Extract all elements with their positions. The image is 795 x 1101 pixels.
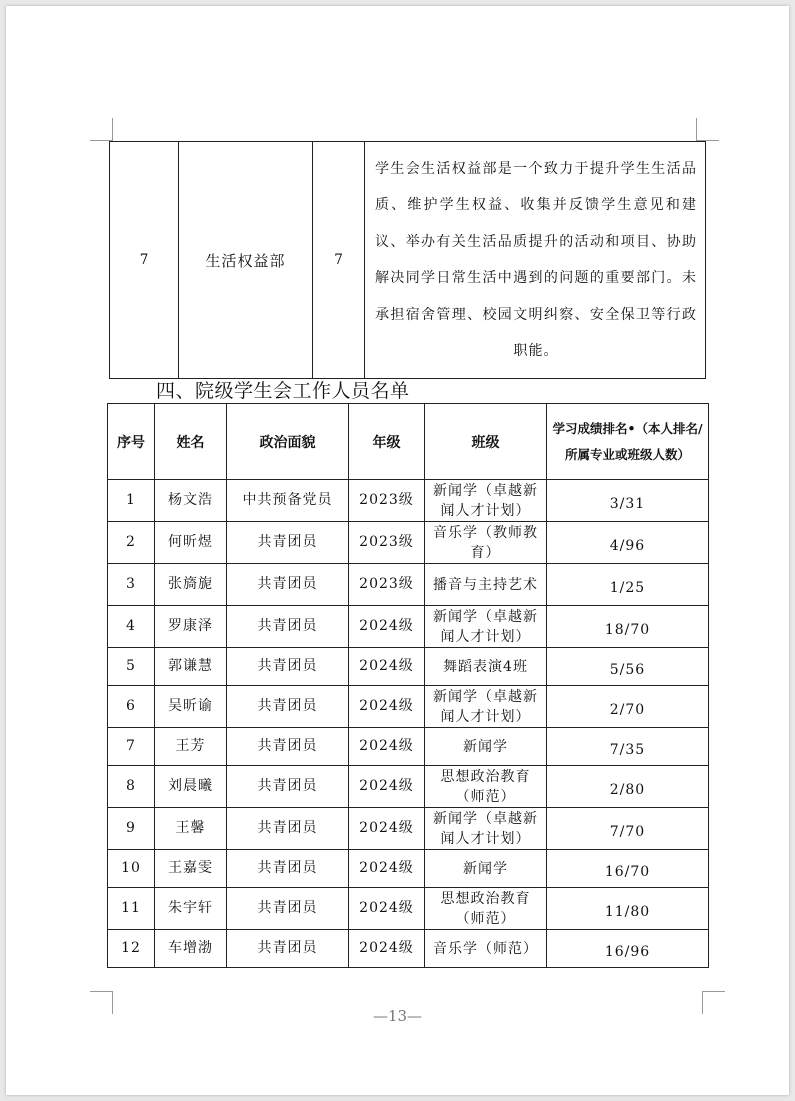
- cell-class: 新闻学（卓越新闻人才计划）: [425, 686, 547, 728]
- cell-political: 共青团员: [227, 564, 349, 606]
- cell-rank: 1/25: [547, 564, 709, 606]
- header-grade: 年级: [349, 404, 425, 480]
- header-class: 班级: [425, 404, 547, 480]
- cell-rank: 7/70: [547, 808, 709, 850]
- department-table: [109, 141, 706, 379]
- cell-rank: 2/70: [547, 686, 709, 728]
- cell-rank: 18/70: [547, 606, 709, 648]
- cell-index: 7: [108, 728, 155, 766]
- section-title: 四、院级学生会工作人员名单: [156, 380, 410, 402]
- table-row: [108, 606, 709, 648]
- staff-table: [107, 403, 709, 968]
- cell-class: 新闻学（卓越新闻人才计划）: [425, 808, 547, 850]
- table-row: [108, 808, 709, 850]
- cell-name: 吴昕谕: [155, 686, 227, 728]
- cell-index: 3: [108, 564, 155, 606]
- cell-index: 11: [108, 888, 155, 930]
- cell-index: 8: [108, 766, 155, 808]
- cell-grade: 2024级: [349, 850, 425, 888]
- cell-class: 音乐学（师范）: [425, 930, 547, 968]
- department-count: 7: [313, 142, 365, 379]
- page-number: —13—: [372, 1007, 423, 1025]
- cell-name: 杨文浩: [155, 480, 227, 522]
- header-rank: 学习成绩排名•（本人排名/所属专业或班级人数）: [547, 404, 709, 480]
- cell-name: 王芳: [155, 728, 227, 766]
- cell-political: 共青团员: [227, 808, 349, 850]
- cell-rank: 2/80: [547, 766, 709, 808]
- cell-class: 新闻学（卓越新闻人才计划）: [425, 606, 547, 648]
- table-row: [108, 648, 709, 686]
- cell-index: 12: [108, 930, 155, 968]
- cell-name: 刘晨曦: [155, 766, 227, 808]
- cell-index: 5: [108, 648, 155, 686]
- cell-class: 舞蹈表演4班: [425, 648, 547, 686]
- department-description: 学生会生活权益部是一个致力于提升学生生活品质、维护学生权益、收集并反馈学生意见和建议、举办有关生活品质提升的活动和项目、协助解决同学日常生活中遇到的问题的重要部门。未承担宿舍管理、校园文明纠察、安全保卫等行政职能。: [365, 142, 706, 379]
- cell-index: 4: [108, 606, 155, 648]
- staff-table-body: [108, 480, 709, 968]
- header-index: 序号: [108, 404, 155, 480]
- cell-grade: 2023级: [349, 522, 425, 564]
- cell-index: 6: [108, 686, 155, 728]
- cell-name: 朱宇轩: [155, 888, 227, 930]
- department-row: [110, 142, 706, 379]
- cell-grade: 2023级: [349, 480, 425, 522]
- cell-name: 王嘉雯: [155, 850, 227, 888]
- cell-political: 共青团员: [227, 728, 349, 766]
- cell-name: 何昕煜: [155, 522, 227, 564]
- cell-grade: 2024级: [349, 808, 425, 850]
- cell-class: 新闻学: [425, 728, 547, 766]
- cell-political: 共青团员: [227, 686, 349, 728]
- cell-grade: 2024级: [349, 888, 425, 930]
- header-political: 政治面貌: [227, 404, 349, 480]
- cell-political: 共青团员: [227, 888, 349, 930]
- cell-grade: 2024级: [349, 728, 425, 766]
- cell-class: 新闻学: [425, 850, 547, 888]
- cell-grade: 2023级: [349, 564, 425, 606]
- cell-class: 新闻学（卓越新闻人才计划）: [425, 480, 547, 522]
- department-name: 生活权益部: [179, 142, 313, 379]
- cell-political: 中共预备党员: [227, 480, 349, 522]
- cell-rank: 5/56: [547, 648, 709, 686]
- crop-mark-top-right: [696, 118, 719, 141]
- table-row: [108, 564, 709, 606]
- cell-rank: 7/35: [547, 728, 709, 766]
- cell-rank: 3/31: [547, 480, 709, 522]
- cell-political: 共青团员: [227, 606, 349, 648]
- cell-rank: 16/70: [547, 850, 709, 888]
- cell-rank: 11/80: [547, 888, 709, 930]
- cell-political: 共青团员: [227, 930, 349, 968]
- cell-index: 9: [108, 808, 155, 850]
- header-name: 姓名: [155, 404, 227, 480]
- cell-class: 音乐学（教师教育）: [425, 522, 547, 564]
- table-row: [108, 686, 709, 728]
- cell-name: 车增渤: [155, 930, 227, 968]
- cell-rank: 4/96: [547, 522, 709, 564]
- document-page: [6, 6, 789, 1095]
- cell-grade: 2024级: [349, 930, 425, 968]
- cell-political: 共青团员: [227, 522, 349, 564]
- cell-index: 1: [108, 480, 155, 522]
- cell-name: 王馨: [155, 808, 227, 850]
- cell-name: 罗康泽: [155, 606, 227, 648]
- cell-grade: 2024级: [349, 606, 425, 648]
- cell-name: 张旖旎: [155, 564, 227, 606]
- cell-name: 郭谦慧: [155, 648, 227, 686]
- cell-grade: 2024级: [349, 686, 425, 728]
- table-row: [108, 522, 709, 564]
- cell-class: 思想政治教育（师范）: [425, 888, 547, 930]
- cell-grade: 2024级: [349, 766, 425, 808]
- cell-political: 共青团员: [227, 850, 349, 888]
- cell-class: 思想政治教育（师范）: [425, 766, 547, 808]
- table-row: [108, 850, 709, 888]
- cell-class: 播音与主持艺术: [425, 564, 547, 606]
- cell-rank: 16/96: [547, 930, 709, 968]
- table-row: [108, 930, 709, 968]
- cell-index: 2: [108, 522, 155, 564]
- cell-political: 共青团员: [227, 766, 349, 808]
- cell-political: 共青团员: [227, 648, 349, 686]
- table-row: [108, 766, 709, 808]
- table-row: [108, 728, 709, 766]
- department-index: 7: [110, 142, 179, 379]
- table-row: [108, 480, 709, 522]
- crop-mark-top-left: [90, 118, 113, 141]
- staff-table-header: [108, 404, 709, 480]
- table-row: [108, 888, 709, 930]
- cell-grade: 2024级: [349, 648, 425, 686]
- cell-index: 10: [108, 850, 155, 888]
